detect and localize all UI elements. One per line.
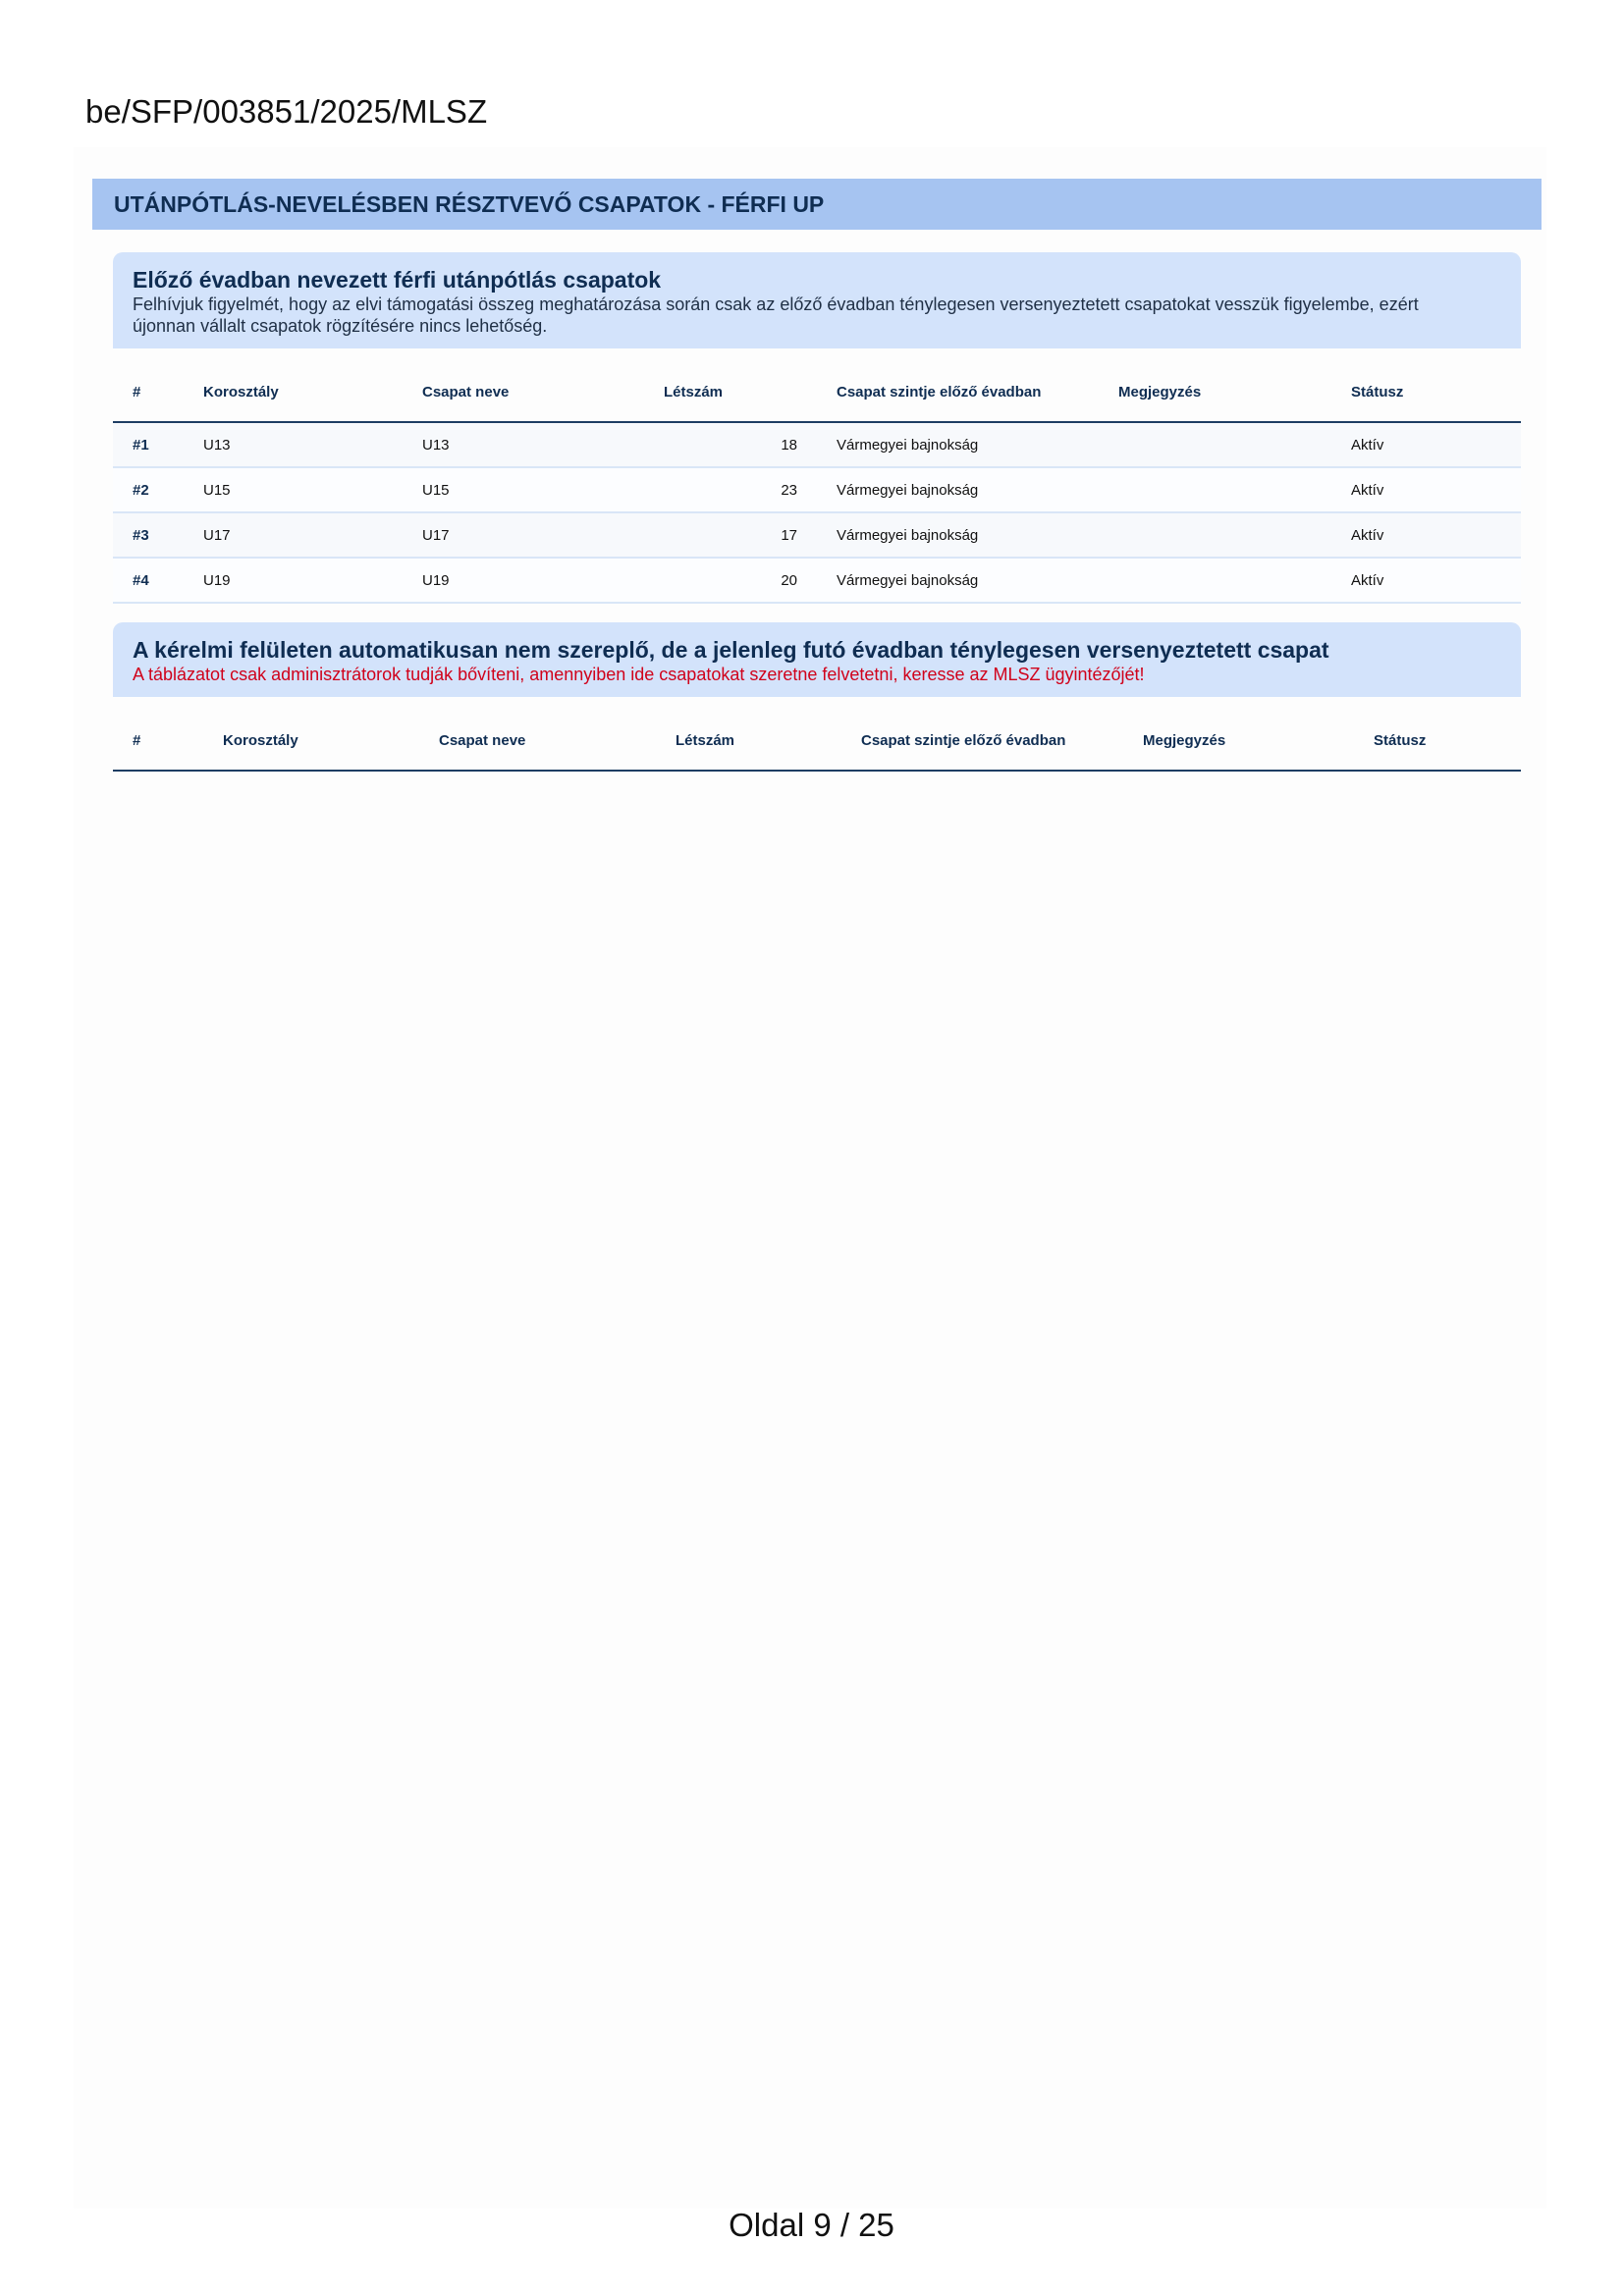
- row-team-name: U15: [422, 467, 664, 512]
- page-number: Oldal 9 / 25: [729, 2207, 894, 2243]
- row-note: [1118, 467, 1351, 512]
- row-status: Aktív: [1351, 512, 1521, 558]
- row-team-name: U19: [422, 558, 664, 603]
- table-row: [113, 512, 1521, 558]
- previous-teams-note-line2: újonnan vállalt csapatok rögzítésére nincs lehetőség.: [133, 316, 548, 336]
- previous-teams-title: Előző évadban nevezett férfi utánpótlás csapatok: [133, 267, 662, 293]
- row-note: [1118, 558, 1351, 603]
- col-header-headcount: Létszám: [664, 348, 837, 422]
- row-level: Vármegyei bajnokság: [837, 512, 1118, 558]
- col-header-note: Megjegyzés: [1118, 348, 1351, 422]
- row-age-group: U15: [203, 467, 422, 512]
- col-header-note: Megjegyzés: [1143, 697, 1374, 771]
- document-id: be/SFP/003851/2025/MLSZ: [85, 93, 488, 130]
- row-team-name: U13: [422, 422, 664, 467]
- table-row: [113, 422, 1521, 467]
- current-teams-section: [113, 622, 1521, 772]
- table-row: [113, 467, 1521, 512]
- row-team-name: U17: [422, 512, 664, 558]
- row-status: Aktív: [1351, 558, 1521, 603]
- col-header-team-name: Csapat neve: [422, 348, 664, 422]
- previous-teams-note-line1: Felhívjuk figyelmét, hogy az elvi támogatási összeg meghatározása során csak az előző évadban ténylegesen versenyeztetett csapatokat vesszük figyelembe, ezért: [133, 294, 1419, 314]
- row-number: #4: [113, 558, 203, 603]
- col-header-age-group: Korosztály: [203, 348, 422, 422]
- row-age-group: U19: [203, 558, 422, 603]
- row-number: #1: [113, 422, 203, 467]
- row-headcount: 18: [664, 422, 837, 467]
- row-status: Aktív: [1351, 467, 1521, 512]
- row-level: Vármegyei bajnokság: [837, 422, 1118, 467]
- col-header-status: Státusz: [1351, 348, 1521, 422]
- table-row: [113, 558, 1521, 603]
- row-headcount: 23: [664, 467, 837, 512]
- col-header-number: #: [113, 697, 223, 771]
- row-age-group: U13: [203, 422, 422, 467]
- row-number: #2: [113, 467, 203, 512]
- row-age-group: U17: [203, 512, 422, 558]
- col-header-level: Csapat szintje előző évadban: [837, 348, 1118, 422]
- previous-teams-table: [113, 348, 1521, 604]
- col-header-status: Státusz: [1374, 697, 1521, 771]
- row-level: Vármegyei bajnokság: [837, 558, 1118, 603]
- table-header-row: [113, 697, 1521, 771]
- row-note: [1118, 422, 1351, 467]
- row-status: Aktív: [1351, 422, 1521, 467]
- current-teams-header: [113, 622, 1521, 697]
- current-teams-admin-note: A táblázatot csak adminisztrátorok tudják bővíteni, amennyiben ide csapatokat szeretne felvetetni, keresse az MLSZ ügyintézőjét!: [133, 665, 1145, 684]
- current-teams-title: A kérelmi felületen automatikusan nem szereplő, de a jelenleg futó évadban ténylegesen versenyeztetett csapat: [133, 637, 1329, 663]
- current-teams-table: [113, 697, 1521, 772]
- row-headcount: 17: [664, 512, 837, 558]
- row-level: Vármegyei bajnokság: [837, 467, 1118, 512]
- row-note: [1118, 512, 1351, 558]
- col-header-level: Csapat szintje előző évadban: [861, 697, 1143, 771]
- section-title-bar: [92, 179, 1542, 230]
- previous-teams-header: [113, 252, 1521, 348]
- section-title: UTÁNPÓTLÁS-NEVELÉSBEN RÉSZTVEVŐ CSAPATOK - FÉRFI UP: [114, 190, 825, 217]
- col-header-team-name: Csapat neve: [439, 697, 676, 771]
- row-headcount: 20: [664, 558, 837, 603]
- table-header-row: [113, 348, 1521, 422]
- col-header-age-group: Korosztály: [223, 697, 439, 771]
- col-header-headcount: Létszám: [676, 697, 861, 771]
- row-number: #3: [113, 512, 203, 558]
- previous-teams-section: [113, 252, 1521, 604]
- col-header-number: #: [113, 348, 203, 422]
